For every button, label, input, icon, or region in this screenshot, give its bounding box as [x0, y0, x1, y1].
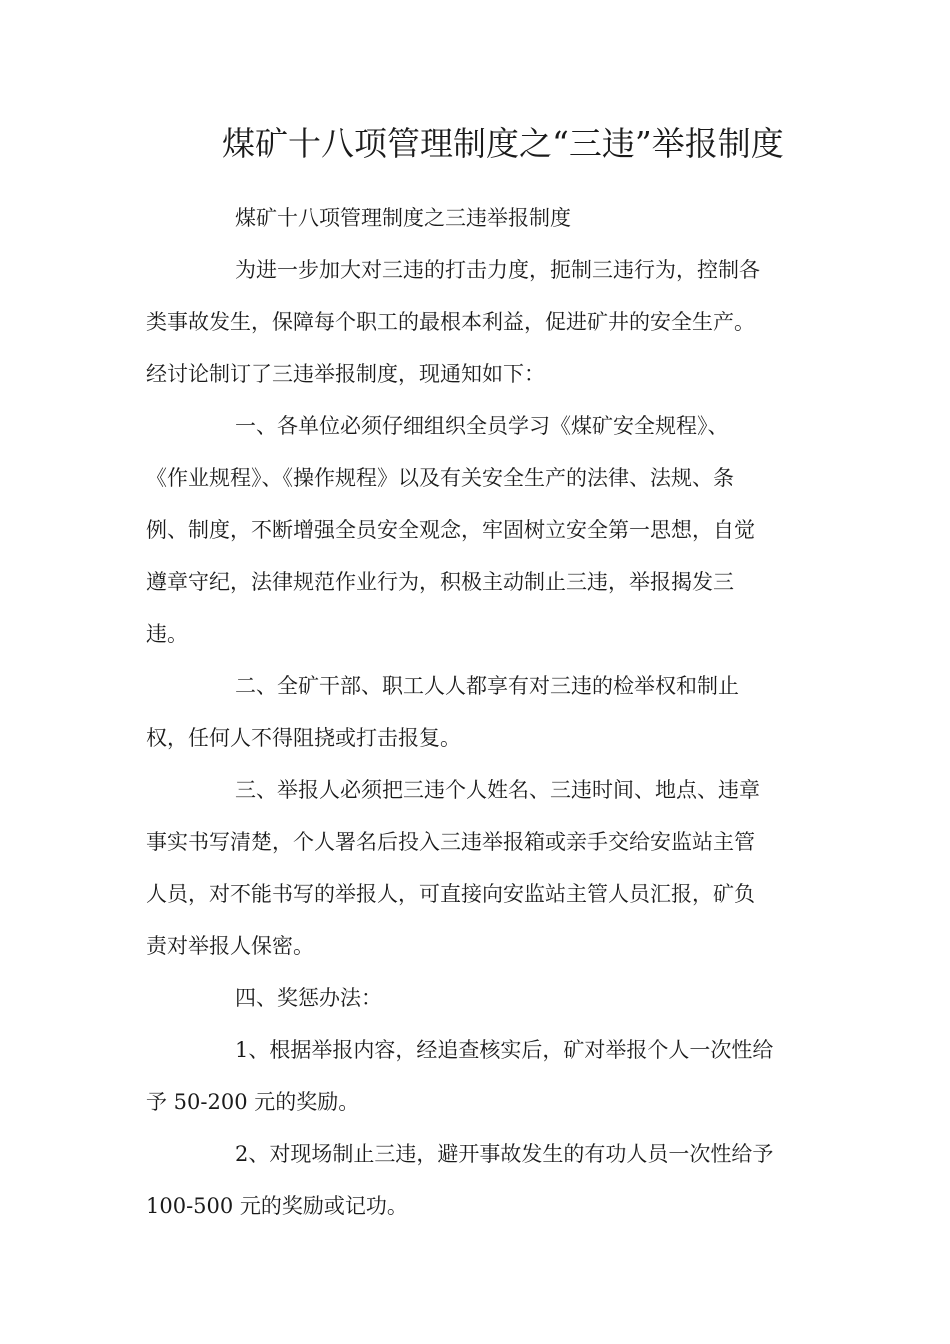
text-line: 2、对现场制止三违，避开事故发生的有功人员一次性给予	[235, 1142, 774, 1166]
text-line: 经讨论制订了三违举报制度，现通知如下：	[146, 362, 545, 386]
text-line: 三、举报人必须把三违个人姓名、三违时间、地点、违章	[235, 778, 760, 802]
text-line: 责对举报人保密。	[146, 934, 314, 958]
paragraph-item-3	[146, 764, 811, 972]
text-line: 100-500 元的奖励或记功。	[146, 1194, 408, 1218]
text-line: 例、制度，不断增强全员安全观念，牢固树立安全第一思想，自觉	[146, 518, 755, 542]
paragraph-item-1	[146, 400, 811, 660]
text-line: 二、全矿干部、职工人人都享有对三违的检举权和制止	[235, 674, 739, 698]
text-line: 为进一步加大对三违的打击力度，扼制三违行为，控制各	[235, 258, 760, 282]
text-line: 违。	[146, 622, 188, 646]
text-line: 1、根据举报内容，经追查核实后，矿对举报个人一次性给	[235, 1038, 774, 1062]
text-line: 一、各单位必须仔细组织全员学习《煤矿安全规程》、	[235, 414, 729, 438]
paragraph-reward-2	[146, 1128, 811, 1232]
document-body	[146, 192, 811, 1232]
text-line: 遵章守纪，法律规范作业行为，积极主动制止三违，举报揭发三	[146, 570, 734, 594]
text-line: 四、奖惩办法：	[235, 986, 382, 1010]
text-line: 权，任何人不得阻挠或打击报复。	[146, 726, 461, 750]
text-line: 事实书写清楚，个人署名后投入三违举报箱或亲手交给安监站主管	[146, 830, 755, 854]
paragraph-item-2	[146, 660, 811, 764]
paragraph-intro	[146, 244, 811, 400]
paragraph-subtitle	[146, 192, 811, 244]
text-line: 煤矿十八项管理制度之三违举报制度	[235, 206, 571, 230]
text-line: 人员，对不能书写的举报人，可直接向安监站主管人员汇报，矿负	[146, 882, 755, 906]
paragraph-reward-1	[146, 1024, 811, 1128]
document-title: 煤矿十八项管理制度之“三违”举报制度	[222, 124, 784, 163]
text-line: 类事故发生，保障每个职工的最根本利益，促进矿井的安全生产。	[146, 310, 755, 334]
text-line: 《作业规程》、《操作规程》以及有关安全生产的法律、法规、条	[146, 466, 734, 490]
paragraph-item-4	[146, 972, 811, 1024]
text-line: 予 50-200 元的奖励。	[146, 1090, 360, 1114]
